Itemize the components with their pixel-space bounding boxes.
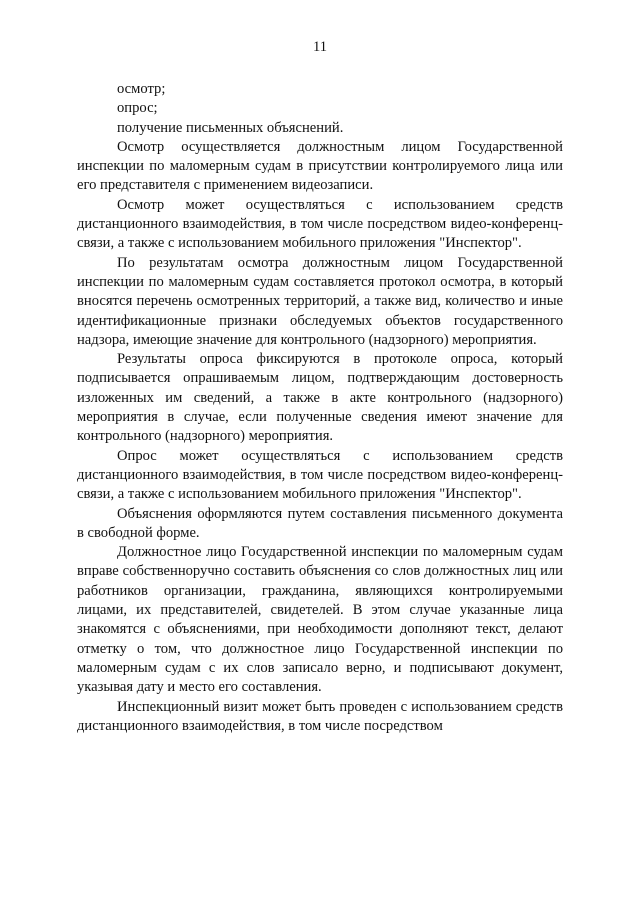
document-body (77, 80, 563, 736)
paragraph-list-item: осмотр; (117, 81, 166, 97)
page-number: 11 (313, 39, 327, 55)
paragraph: Инспекционный визит может быть проведен с использованием средств дистанционного взаимодействия, в том числе посредством (77, 698, 563, 734)
paragraph: Должностное лицо Государственной инспекции по маломерным судам вправе собственноручно составить объяснения со слов должностных лиц или работников организации, гражданина, являющихся контролируемыми лицами, их представителей, свидетелей. В этом случае указанные лица знакомятся с объяснениями, при необходимости дополняют текст, делают отметку о том, что должностное лицо Государственной инспекции по маломерным судам с их слов записало верно, и подписывают документ, указывая дату и место его составления. (77, 544, 563, 696)
paragraph: Опрос может осуществляться с использованием средств дистанционного взаимодействия, в том числе посредством видео-конференц-связи, а также с использованием мобильного приложения "Инспектор". (77, 447, 563, 503)
paragraph-list-item: опрос; (117, 100, 158, 117)
paragraph-list-item: получение письменных объяснений. (117, 119, 344, 136)
paragraph: Осмотр может осуществляться с использованием средств дистанционного взаимодействия, в том числе посредством видео-конференц-связи, а также с использованием мобильного приложения "Инспектор". (77, 196, 563, 252)
paragraph: Результаты опроса фиксируются в протоколе опроса, который подписывается опрашиваемым лицом, подтверждающим достоверность изложенных им сведений, а также в акте контрольного (надзорного) мероприятия в случае, если полученные сведения имеют значение для контрольного (надзорного) мероприятия. (77, 351, 563, 445)
paragraph: По результатам осмотра должностным лицом Государственной инспекции по маломерным судам составляется протокол осмотра, в который вносятся перечень осмотренных территорий, а также вид, количество и иные идентификационные признаки обследуемых объектов государственного надзора, имеющие значение для контрольного (надзорного) мероприятия. (77, 254, 563, 348)
paragraph: Осмотр осуществляется должностным лицом Государственной инспекции по маломерным судам в присутствии контролируемого лица или его представителя с применением видеозаписи. (77, 138, 563, 194)
paragraph: Объяснения оформляются путем составления письменного документа в свободной форме. (77, 505, 563, 541)
